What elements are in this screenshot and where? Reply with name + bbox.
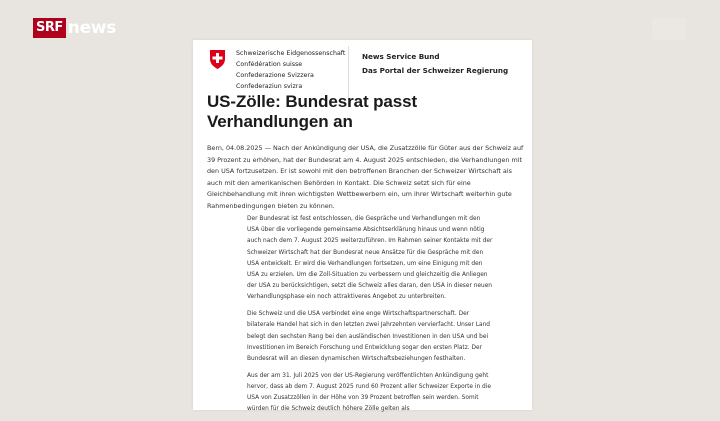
body-paragraph: Die Schweiz und die USA verbindet eine enge Wirtschaftspartnerschaft. Der bilaterale Handel hat sich in den letzten zwei Jahrzehnten vervierfacht. Unser Land belegt den sechsten Rang bei den ausländischen Investitionen in den USA und bei Investitionen im Bereich Forschung und Entwicklung sogar den ersten Platz. Der Bundesrat will an diesen dynamischen Wirtschaftsbeziehungen festhalten. [247,311,490,362]
srf-logo-box: SRF [33,18,66,38]
article-body [247,214,493,421]
swiss-crest-icon [209,49,226,70]
article-title: US-Zölle: Bundesrat passt Verhandlungen an [207,92,418,131]
confederation-rm: Confederaziun svizra [236,83,303,90]
srf-news-logo [33,18,116,38]
body-paragraph: Der Bundesrat ist fest entschlossen, die Gespräche und Verhandlungen mit den USA über die vorliegende gemeinsame Absichtserklärung hinaus und wenn nötig auch nach dem 7. August 2025 weiterzuführen. Im Rahmen seiner Kontakte mit der Schweizer Wirtschaft hat der Bundesrat neue Ansätze für die Gespräche mit den USA entwickelt. Er wird die Verhandlungen fortsetzen, um eine Einigung mit den USA zu erzielen. Um die Zoll-Situation zu verbessern und gleichzeitig die Anliegen der USA zu berücksichtigen, setzt die Schweiz alles daran, den USA in dieser neuen Verhandlungsphase ein noch attraktiveres Angebot zu unterbreiten. [247,216,493,301]
article-intro: Bern, 04.08.2025 — Nach der Ankündigung der USA, die Zusatzzölle für Güter aus der Schweiz auf 39 Prozent zu erhöhen, hat der Bundesrat am 4. August 2025 entschieden, die Verhandlungen mit den USA fortzusetzen. Er ist sowohl mit den betroffenen Branchen der Schweizer Wirtschaft als auch mit den amerikanischen Behörden in Kontakt. Die Schweiz setzt sich für eine Gleichbehandlung mit ihren wichtigsten Wettbewerbern ein, um ihrer Wirtschaft weiterhin gute Rahmenbedingungen bieten zu können. [207,144,524,210]
confederation-it: Confederazione Svizzera [236,72,314,79]
portal-header [362,50,508,78]
portal-subtitle: Das Portal der Schweizer Regierung [362,66,509,75]
body-paragraph: Aus der am 31. Juli 2025 von der US-Regierung veröffentlichten Ankündigung geht hervor, dass ab dem 7. August 2025 rund 60 Prozent aller Schweizer Exporte in die USA von Zusatzzöllen in der Höhe von 39 Prozent betroffen sein werden. Somit würden für die Schweiz deutlich höhere Zölle gelten als [247,372,491,413]
confederation-fr: Confédération suisse [236,61,303,68]
overlay-badge [652,18,686,40]
press-release-page [193,40,532,413]
confederation-de: Schweizerische Eidgenossenschaft [236,50,346,57]
portal-title[interactable]: News Service Bund [362,52,440,61]
confederation-names [236,48,345,92]
news-wordmark: news [67,18,117,38]
